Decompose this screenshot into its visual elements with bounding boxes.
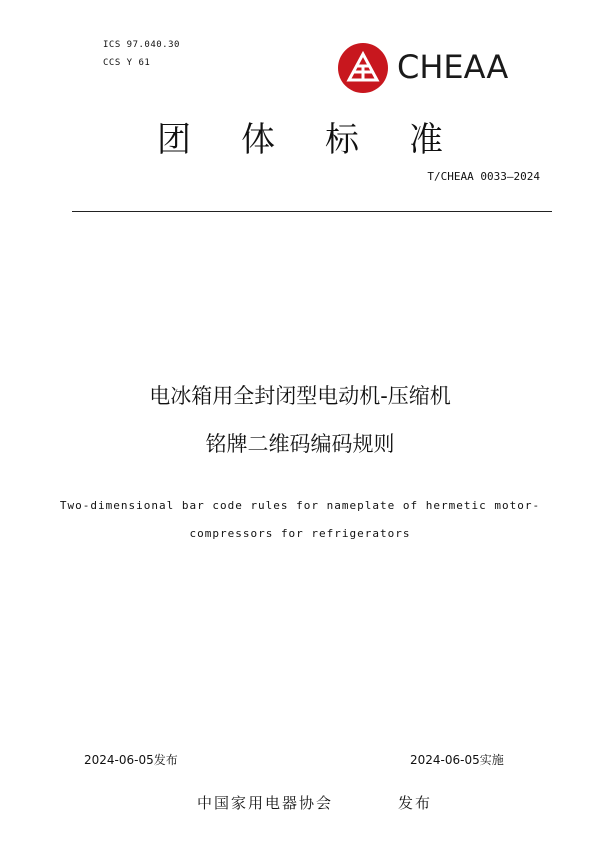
title-chinese-line2: 铭牌二维码编码规则 bbox=[205, 432, 395, 456]
logo-text: CHEAA bbox=[397, 48, 509, 86]
document-type-title: 团体标准 bbox=[157, 120, 493, 160]
issue-date: 2024-06-05发布 bbox=[84, 753, 178, 767]
title-english-line1: Two-dimensional bar code rules for nameplate of hermetic motor- bbox=[59, 499, 541, 512]
publisher-name: 中国家用电器协会 bbox=[197, 794, 334, 812]
implementation-date: 2024-06-05实施 bbox=[410, 753, 504, 767]
header-divider bbox=[72, 211, 552, 212]
ccs-code: CCS Y 61 bbox=[103, 58, 151, 68]
title-english-line2: compressors for refrigerators bbox=[189, 527, 411, 540]
ics-code: ICS 97.040.30 bbox=[103, 40, 180, 50]
cheaa-logo bbox=[337, 42, 537, 92]
standard-number: T/CHEAA 0033—2024 bbox=[427, 170, 540, 183]
title-chinese-line1: 电冰箱用全封闭型电动机-压缩机 bbox=[149, 384, 451, 408]
publish-label: 发布 bbox=[398, 794, 433, 812]
cheaa-emblem-icon bbox=[337, 42, 389, 94]
